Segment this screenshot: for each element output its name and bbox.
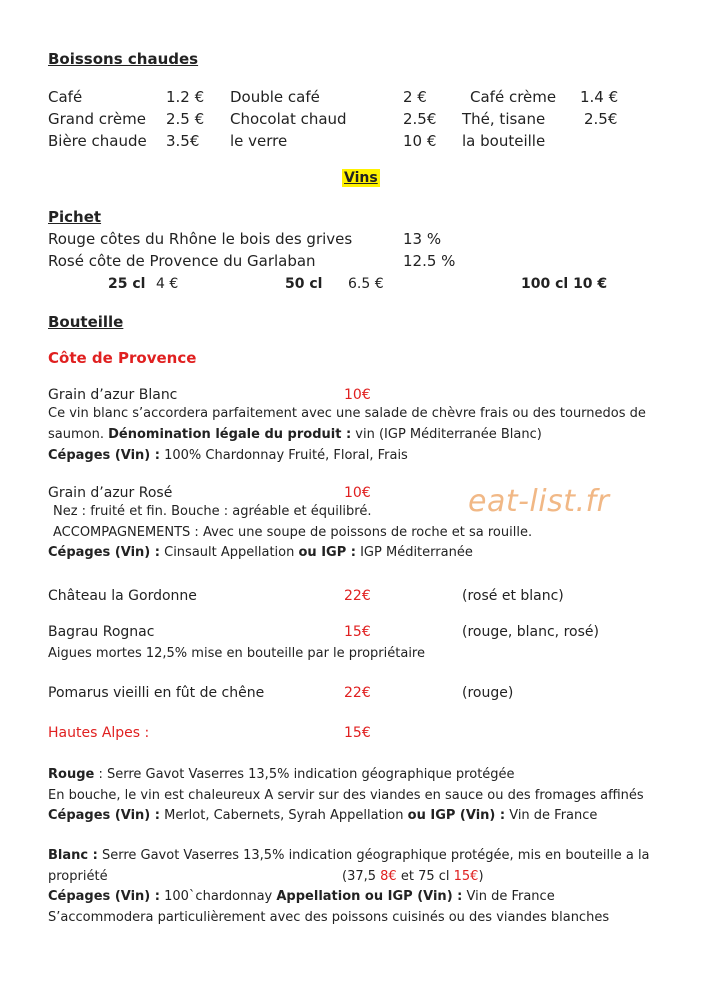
price-chateau-la-gordonne: 22€	[344, 588, 371, 604]
note-bagrau-rognac: (rouge, blanc, rosé)	[462, 624, 599, 640]
label: ou IGP (Vin) :	[407, 808, 506, 823]
label: Cépages (Vin) :	[48, 808, 160, 823]
region-hautes-alpes: Hautes Alpes :	[48, 725, 150, 741]
text: 100`chardonnay	[159, 889, 277, 904]
desc-bagrau-rognac: Aigues mortes 12,5% mise en bouteille par le propriétaire	[48, 646, 425, 661]
price-grain-azur-blanc: 10€	[344, 387, 371, 403]
desc-line: En bouche, le vin est chaleureux A servir sur des viandes en sauce ou des fromages affinés	[48, 787, 644, 803]
region-cote-de-provence: Côte de Provence	[48, 349, 197, 367]
text: Cinsault Appellation	[159, 545, 299, 560]
item-double-cafe: Double café	[230, 88, 320, 106]
item-biere-chaude: Bière chaude	[48, 132, 147, 150]
wine-grain-azur-blanc: Grain d’azur Blanc	[48, 387, 178, 403]
wine-grain-azur-rose: Grain d’azur Rosé	[48, 485, 173, 501]
price-verre: 10 €	[403, 132, 437, 150]
price-grain-azur-rose: 10€	[344, 485, 371, 501]
price-the-tisane: 2.5€	[584, 110, 618, 128]
price-37cl: 8€	[380, 868, 397, 884]
desc-line	[48, 867, 650, 888]
text: et 75 cl	[396, 868, 454, 884]
section-title-pichet: Pichet	[48, 208, 102, 226]
item-grand-creme: Grand crème	[48, 110, 146, 128]
bottle-sizes	[342, 867, 484, 888]
section-title-vins	[342, 171, 380, 185]
price-cafe: 1.2 €	[166, 88, 205, 106]
text: : Serre Gavot Vaserres 13,5% indication géographique protégée	[94, 767, 515, 782]
desc-hautes-alpes-rouge	[48, 765, 644, 827]
text: (37,5	[342, 868, 381, 884]
label: Cépages (Vin) :	[48, 545, 160, 560]
price-chocolat-chaud: 2.5€	[403, 110, 437, 128]
text: Vin de France	[505, 808, 598, 823]
price-pomarus: 22€	[344, 685, 371, 701]
desc-line	[48, 765, 644, 786]
text: IGP Méditerranée	[355, 545, 473, 560]
vins-highlight: Vins	[344, 170, 378, 186]
desc-line: Ce vin blanc s’accordera parfaitement avec une salade de chèvre frais ou des tournedos de	[48, 406, 646, 421]
text: )	[478, 868, 484, 884]
text: Vin de France	[462, 889, 555, 904]
pichet-rose-name: Rosé côte de Provence du Garlaban	[48, 252, 316, 270]
note-chateau-la-gordonne: (rosé et blanc)	[462, 588, 564, 604]
label-la-bouteille: la bouteille	[462, 132, 546, 150]
desc-line	[48, 445, 646, 466]
desc-line: S’accommodera particulièrement avec des poissons cuisinés ou des viandes blanches	[48, 909, 610, 925]
text: propriété	[48, 868, 108, 884]
label: ou IGP :	[298, 545, 356, 560]
pichet-size-50cl: 50 cl	[285, 276, 323, 292]
label: Blanc :	[48, 848, 98, 863]
item-chocolat-chaud: Chocolat chaud	[230, 110, 347, 128]
wine-pomarus: Pomarus vieilli en fût de chêne	[48, 685, 265, 701]
desc-line	[48, 424, 646, 445]
text: Merlot, Cabernets, Syrah Appellation	[159, 808, 408, 823]
label: Cépages (Vin) :	[48, 889, 160, 904]
price-cafe-creme: 1.4 €	[580, 88, 619, 106]
section-title-bouteille: Bouteille	[48, 313, 124, 331]
desc-line: ACCOMPAGNEMENTS : Avec une soupe de poissons de roche et sa rouille.	[53, 524, 533, 540]
pichet-rouge-degree: 13 %	[403, 230, 442, 248]
label: Rouge	[48, 767, 95, 782]
desc-line	[48, 846, 650, 867]
pichet-rouge-name: Rouge côtes du Rhône le bois des grives	[48, 230, 353, 248]
desc-line	[48, 806, 644, 827]
price-grand-creme: 2.5 €	[166, 110, 205, 128]
label: Dénomination légale du produit :	[108, 427, 352, 442]
label-le-verre: le verre	[230, 132, 288, 150]
watermark-logo: eat-list.fr	[468, 484, 610, 519]
text: 100% Chardonnay Fruité, Floral, Frais	[159, 448, 408, 463]
text: Serre Gavot Vaserres 13,5% indication géographique protégée, mis en bouteille a la	[97, 848, 650, 863]
pichet-price-25cl: 4 €	[156, 276, 179, 292]
price-bagrau-rognac: 15€	[344, 624, 371, 640]
desc-line	[48, 887, 650, 908]
label: ou IGP (Vin) :	[360, 889, 463, 904]
text: saumon.	[48, 427, 109, 442]
desc-line: Nez : fruité et fin. Bouche : agréable et équilibré.	[53, 504, 372, 519]
item-cafe: Café	[48, 88, 83, 106]
pichet-price-50cl: 6.5 €	[348, 276, 384, 292]
desc-line	[48, 543, 532, 564]
label: Cépages (Vin) :	[48, 448, 160, 463]
price-double-cafe: 2 €	[403, 88, 427, 106]
desc-grain-azur-rose	[48, 502, 532, 564]
pichet-rose-degree: 12.5 %	[403, 252, 456, 270]
price-hautes-alpes: 15€	[344, 725, 371, 741]
desc-hautes-alpes-blanc	[48, 846, 650, 928]
item-the-tisane: Thé, tisane	[462, 110, 546, 128]
section-title-boissons-chaudes: Boissons chaudes	[48, 50, 199, 68]
pichet-size-100cl: 100 cl 10 €	[521, 276, 608, 292]
item-cafe-creme: Café crème	[470, 88, 557, 106]
price-75cl: 15€	[453, 868, 479, 884]
text: vin (IGP Méditerranée Blanc)	[351, 427, 542, 442]
label: Appellation	[276, 889, 361, 904]
desc-grain-azur-blanc	[48, 403, 646, 466]
pichet-size-25cl: 25 cl	[108, 276, 146, 292]
wine-bagrau-rognac: Bagrau Rognac	[48, 624, 155, 640]
price-biere-chaude: 3.5€	[166, 132, 200, 150]
wine-chateau-la-gordonne: Château la Gordonne	[48, 588, 197, 604]
note-pomarus: (rouge)	[462, 685, 514, 701]
